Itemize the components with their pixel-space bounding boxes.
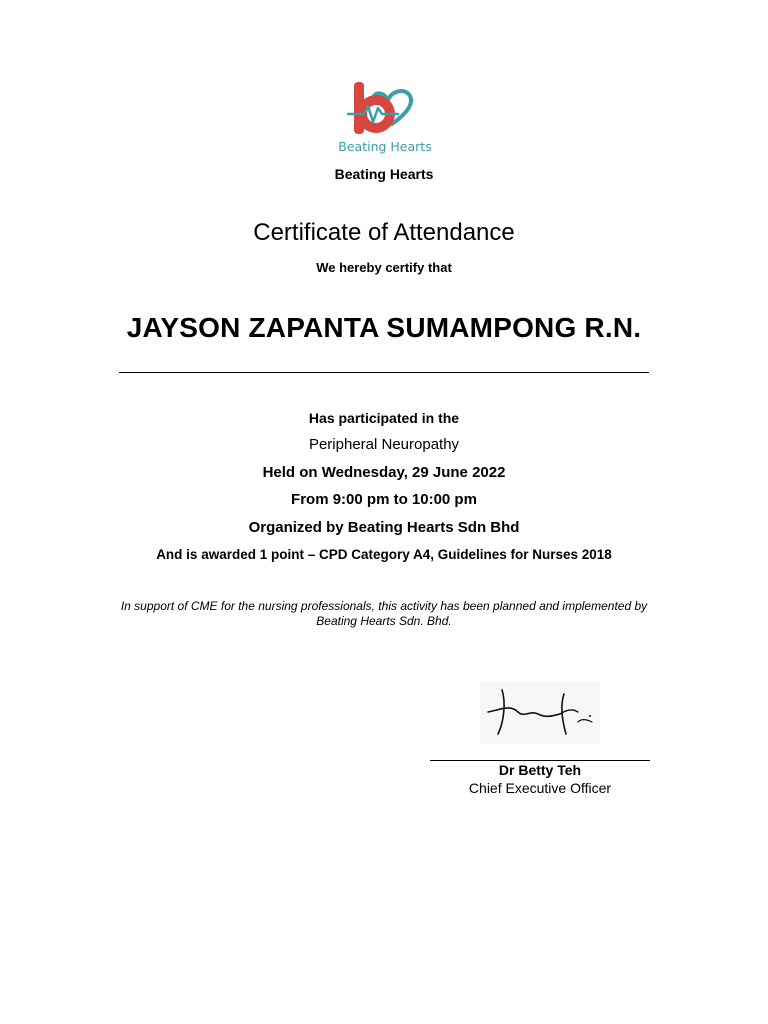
logo-text: Beating Hearts	[338, 139, 432, 154]
signature	[480, 682, 600, 744]
cme-footnote-line2: Beating Hearts Sdn. Bhd.	[316, 614, 452, 628]
signatory-title: Chief Executive Officer	[468, 780, 612, 796]
certificate-title: Certificate of Attendance	[253, 219, 515, 246]
logo-mark-icon	[326, 76, 444, 158]
cme-footnote	[94, 599, 674, 629]
signature-line	[430, 760, 650, 761]
cpd-award: And is awarded 1 point – CPD Category A4, Guidelines for Nurses 2018	[156, 547, 612, 562]
organizer: Organized by Beating Hearts Sdn Bhd	[248, 519, 520, 536]
event-name: Peripheral Neuropathy	[308, 436, 460, 453]
certify-text: We hereby certify that	[316, 260, 452, 275]
signature-icon	[480, 682, 600, 744]
recipient-name: JAYSON ZAPANTA SUMAMPONG R.N.	[126, 312, 642, 343]
name-underline	[119, 372, 649, 373]
event-date: Held on Wednesday, 29 June 2022	[262, 464, 506, 481]
participated-text: Has participated in the	[308, 410, 460, 426]
beating-hearts-logo	[326, 76, 444, 158]
event-time: From 9:00 pm to 10:00 pm	[291, 491, 477, 508]
organization-name: Beating Hearts	[334, 166, 434, 182]
cme-footnote-line1: In support of CME for the nursing professionals, this activity has been planned and implemented by	[120, 599, 648, 613]
signatory-name: Dr Betty Teh	[498, 762, 582, 778]
